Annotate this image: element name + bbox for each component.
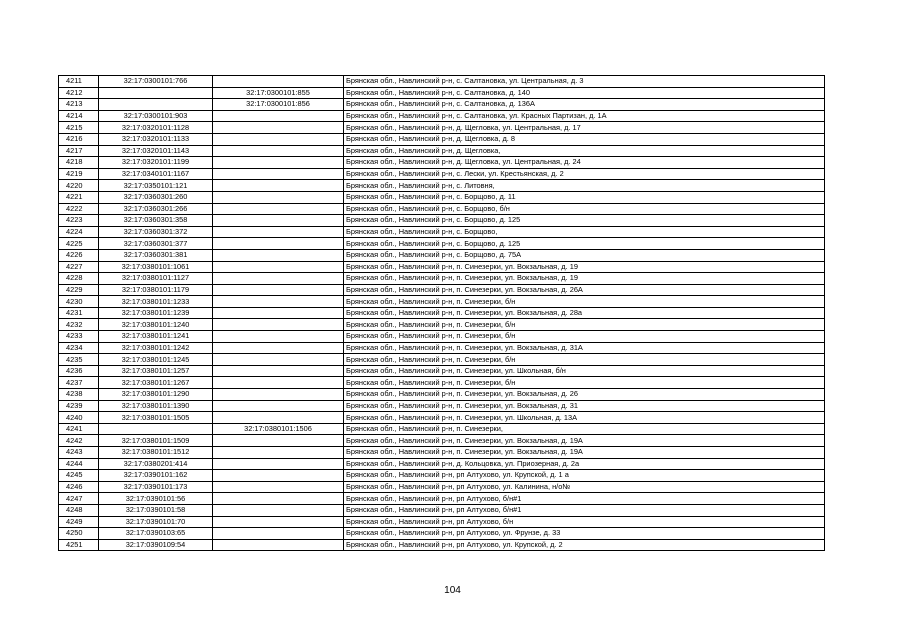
row-number-cell: 4218 — [59, 157, 99, 169]
table-row — [59, 145, 825, 157]
address-cell: Брянская обл., Навлинский р-н, с. Борщово, — [344, 226, 825, 238]
table-row — [59, 191, 825, 203]
table-row — [59, 273, 825, 285]
address-cell: Брянская обл., Навлинский р-н, с. Литовня, — [344, 180, 825, 192]
row-number-cell: 4223 — [59, 215, 99, 227]
table-row — [59, 215, 825, 227]
cadastral-number-alt-cell — [213, 365, 344, 377]
table-row — [59, 249, 825, 261]
row-number-cell: 4232 — [59, 319, 99, 331]
address-cell: Брянская обл., Навлинский р-н, рп Алтухово, ул. Крупской, д. 2 — [344, 539, 825, 551]
cadastral-number-alt-cell: 32:17:0300101:855 — [213, 87, 344, 99]
cadastral-number-alt-cell — [213, 122, 344, 134]
table-row — [59, 110, 825, 122]
cadastral-number-cell: 32:17:0360301:260 — [99, 191, 213, 203]
cadastral-number-cell: 32:17:0380101:1509 — [99, 435, 213, 447]
row-number-cell: 4224 — [59, 226, 99, 238]
table-row — [59, 157, 825, 169]
cadastral-number-alt-cell — [213, 528, 344, 540]
table-row — [59, 307, 825, 319]
row-number-cell: 4241 — [59, 423, 99, 435]
registry-table — [58, 75, 825, 551]
row-number-cell: 4239 — [59, 400, 99, 412]
row-number-cell: 4214 — [59, 110, 99, 122]
cadastral-number-alt-cell — [213, 238, 344, 250]
cadastral-number-alt-cell — [213, 377, 344, 389]
cadastral-number-alt-cell — [213, 191, 344, 203]
table-row — [59, 284, 825, 296]
row-number-cell: 4221 — [59, 191, 99, 203]
row-number-cell: 4234 — [59, 342, 99, 354]
cadastral-number-cell: 32:17:0380101:1242 — [99, 342, 213, 354]
cadastral-number-alt-cell — [213, 226, 344, 238]
table-row — [59, 389, 825, 401]
cadastral-number-alt-cell — [213, 389, 344, 401]
cadastral-number-cell: 32:17:0380101:1127 — [99, 273, 213, 285]
address-cell: Брянская обл., Навлинский р-н, п. Синезерки, ул. Школьная, б/н — [344, 365, 825, 377]
cadastral-number-alt-cell — [213, 284, 344, 296]
table-row — [59, 354, 825, 366]
cadastral-number-alt-cell — [213, 319, 344, 331]
cadastral-number-alt-cell — [213, 470, 344, 482]
cadastral-number-cell: 32:17:0380101:1233 — [99, 296, 213, 308]
cadastral-number-alt-cell — [213, 400, 344, 412]
table-row — [59, 447, 825, 459]
row-number-cell: 4238 — [59, 389, 99, 401]
cadastral-number-cell: 32:17:0350101:121 — [99, 180, 213, 192]
address-cell: Брянская обл., Навлинский р-н, рп Алтухово, б/н#1 — [344, 504, 825, 516]
cadastral-number-cell: 32:17:0380101:1239 — [99, 307, 213, 319]
cadastral-number-alt-cell — [213, 133, 344, 145]
cadastral-number-cell: 32:17:0380101:1257 — [99, 365, 213, 377]
row-number-cell: 4226 — [59, 249, 99, 261]
table-row — [59, 226, 825, 238]
cadastral-number-alt-cell — [213, 447, 344, 459]
table-row — [59, 87, 825, 99]
row-number-cell: 4213 — [59, 99, 99, 111]
cadastral-number-cell: 32:17:0390101:173 — [99, 481, 213, 493]
row-number-cell: 4225 — [59, 238, 99, 250]
page-number: 104 — [444, 585, 461, 596]
cadastral-number-cell — [99, 423, 213, 435]
table-row — [59, 458, 825, 470]
address-cell: Брянская обл., Навлинский р-н, п. Синезерки, б/н — [344, 354, 825, 366]
address-cell: Брянская обл., Навлинский р-н, п. Синезерки, ул. Вокзальная, д. 31А — [344, 342, 825, 354]
row-number-cell: 4250 — [59, 528, 99, 540]
address-cell: Брянская обл., Навлинский р-н, с. Борщово, д. 11 — [344, 191, 825, 203]
row-number-cell: 4236 — [59, 365, 99, 377]
cadastral-number-alt-cell — [213, 145, 344, 157]
cadastral-number-cell — [99, 87, 213, 99]
table-row — [59, 331, 825, 343]
table-row — [59, 516, 825, 528]
cadastral-number-cell: 32:17:0360301:372 — [99, 226, 213, 238]
table-row — [59, 412, 825, 424]
row-number-cell: 4242 — [59, 435, 99, 447]
cadastral-number-alt-cell — [213, 273, 344, 285]
cadastral-number-alt-cell — [213, 435, 344, 447]
table-row — [59, 377, 825, 389]
address-cell: Брянская обл., Навлинский р-н, с. Лески, ул. Крестьянская, д. 2 — [344, 168, 825, 180]
row-number-cell: 4244 — [59, 458, 99, 470]
cadastral-number-cell: 32:17:0380101:1179 — [99, 284, 213, 296]
cadastral-number-cell: 32:17:0360301:266 — [99, 203, 213, 215]
cadastral-number-cell: 32:17:0380101:1240 — [99, 319, 213, 331]
table-row — [59, 504, 825, 516]
cadastral-number-cell: 32:17:0390109:54 — [99, 539, 213, 551]
cadastral-number-cell: 32:17:0380101:1061 — [99, 261, 213, 273]
address-cell: Брянская обл., Навлинский р-н, д. Щегловка, ул. Центральная, д. 24 — [344, 157, 825, 169]
address-cell: Брянская обл., Навлинский р-н, д. Щегловка, ул. Центральная, д. 17 — [344, 122, 825, 134]
cadastral-number-alt-cell — [213, 203, 344, 215]
row-number-cell: 4212 — [59, 87, 99, 99]
row-number-cell: 4220 — [59, 180, 99, 192]
cadastral-number-alt-cell — [213, 504, 344, 516]
table-row — [59, 400, 825, 412]
row-number-cell: 4237 — [59, 377, 99, 389]
table-row — [59, 180, 825, 192]
address-cell: Брянская обл., Навлинский р-н, д. Щегловка, д. 8 — [344, 133, 825, 145]
table-row — [59, 342, 825, 354]
address-cell: Брянская обл., Навлинский р-н, с. Борщово, д. 125 — [344, 238, 825, 250]
row-number-cell: 4235 — [59, 354, 99, 366]
address-cell: Брянская обл., Навлинский р-н, с. Салтановка, д. 136А — [344, 99, 825, 111]
row-number-cell: 4245 — [59, 470, 99, 482]
table-row — [59, 423, 825, 435]
cadastral-number-alt-cell — [213, 168, 344, 180]
row-number-cell: 4247 — [59, 493, 99, 505]
address-cell: Брянская обл., Навлинский р-н, п. Синезерки, ул. Вокзальная, д. 19 — [344, 261, 825, 273]
table-row — [59, 133, 825, 145]
address-cell: Брянская обл., Навлинский р-н, п. Синезерки, б/н — [344, 331, 825, 343]
cadastral-number-cell: 32:17:0340101:1167 — [99, 168, 213, 180]
address-cell: Брянская обл., Навлинский р-н, д. Кольцовка, ул. Приозерная, д. 2а — [344, 458, 825, 470]
table-row — [59, 122, 825, 134]
address-cell: Брянская обл., Навлинский р-н, с. Борщово, б/н — [344, 203, 825, 215]
cadastral-number-alt-cell — [213, 296, 344, 308]
cadastral-number-cell: 32:17:0300101:766 — [99, 76, 213, 88]
cadastral-number-cell: 32:17:0380101:1290 — [99, 389, 213, 401]
cadastral-number-cell: 32:17:0380101:1505 — [99, 412, 213, 424]
row-number-cell: 4229 — [59, 284, 99, 296]
table-row — [59, 76, 825, 88]
table-row — [59, 528, 825, 540]
address-cell: Брянская обл., Навлинский р-н, п. Синезерки, б/н — [344, 319, 825, 331]
cadastral-number-alt-cell — [213, 180, 344, 192]
table-row — [59, 319, 825, 331]
cadastral-number-alt-cell — [213, 76, 344, 88]
address-cell: Брянская обл., Навлинский р-н, рп Алтухово, ул. Крупской, д. 1 а — [344, 470, 825, 482]
cadastral-number-alt-cell — [213, 516, 344, 528]
table-row — [59, 493, 825, 505]
address-cell: Брянская обл., Навлинский р-н, с. Борщово, д. 125 — [344, 215, 825, 227]
address-cell: Брянская обл., Навлинский р-н, с. Борщово, д. 75А — [344, 249, 825, 261]
cadastral-number-cell: 32:17:0360301:381 — [99, 249, 213, 261]
cadastral-number-alt-cell — [213, 307, 344, 319]
cadastral-number-cell: 32:17:0360301:377 — [99, 238, 213, 250]
cadastral-number-cell: 32:17:0320101:1143 — [99, 145, 213, 157]
cadastral-number-cell: 32:17:0320101:1128 — [99, 122, 213, 134]
table-row — [59, 168, 825, 180]
table-row — [59, 435, 825, 447]
cadastral-number-cell: 32:17:0320101:1133 — [99, 133, 213, 145]
cadastral-number-cell: 32:17:0390101:58 — [99, 504, 213, 516]
cadastral-number-cell: 32:17:0390101:56 — [99, 493, 213, 505]
cadastral-number-alt-cell — [213, 215, 344, 227]
row-number-cell: 4246 — [59, 481, 99, 493]
cadastral-number-alt-cell — [213, 331, 344, 343]
cadastral-number-cell: 32:17:0380101:1390 — [99, 400, 213, 412]
address-cell: Брянская обл., Навлинский р-н, п. Синезерки, ул. Вокзальная, д. 19А — [344, 435, 825, 447]
cadastral-number-alt-cell — [213, 481, 344, 493]
address-cell: Брянская обл., Навлинский р-н, рп Алтухово, б/н — [344, 516, 825, 528]
cadastral-number-alt-cell — [213, 157, 344, 169]
table-row — [59, 365, 825, 377]
cadastral-number-cell: 32:17:0380101:1267 — [99, 377, 213, 389]
table-row — [59, 470, 825, 482]
cadastral-number-cell: 32:17:0380101:1245 — [99, 354, 213, 366]
address-cell: Брянская обл., Навлинский р-н, рп Алтухово, ул. Фрунзе, д. 33 — [344, 528, 825, 540]
row-number-cell: 4249 — [59, 516, 99, 528]
address-cell: Брянская обл., Навлинский р-н, д. Щегловка, — [344, 145, 825, 157]
cadastral-number-alt-cell — [213, 458, 344, 470]
address-cell: Брянская обл., Навлинский р-н, п. Синезерки, б/н — [344, 296, 825, 308]
table-row — [59, 99, 825, 111]
table-row — [59, 296, 825, 308]
address-cell: Брянская обл., Навлинский р-н, рп Алтухово, б/н#1 — [344, 493, 825, 505]
row-number-cell: 4233 — [59, 331, 99, 343]
table-row — [59, 539, 825, 551]
address-cell: Брянская обл., Навлинский р-н, п. Синезерки, ул. Вокзальная, д. 26А — [344, 284, 825, 296]
address-cell: Брянская обл., Навлинский р-н, п. Синезерки, ул. Вокзальная, д. 28а — [344, 307, 825, 319]
address-cell: Брянская обл., Навлинский р-н, п. Синезерки, ул. Вокзальная, д. 19 — [344, 273, 825, 285]
row-number-cell: 4228 — [59, 273, 99, 285]
row-number-cell: 4222 — [59, 203, 99, 215]
row-number-cell: 4211 — [59, 76, 99, 88]
cadastral-number-cell: 32:17:0300101:903 — [99, 110, 213, 122]
cadastral-number-alt-cell — [213, 342, 344, 354]
cadastral-number-alt-cell — [213, 354, 344, 366]
cadastral-number-cell: 32:17:0380101:1512 — [99, 447, 213, 459]
cadastral-number-cell: 32:17:0360301:358 — [99, 215, 213, 227]
cadastral-number-cell: 32:17:0390103:65 — [99, 528, 213, 540]
address-cell: Брянская обл., Навлинский р-н, п. Синезерки, ул. Вокзальная, д. 19А — [344, 447, 825, 459]
cadastral-number-alt-cell: 32:17:0380101:1506 — [213, 423, 344, 435]
cadastral-number-cell: 32:17:0390101:162 — [99, 470, 213, 482]
cadastral-number-alt-cell: 32:17:0300101:856 — [213, 99, 344, 111]
address-cell: Брянская обл., Навлинский р-н, с. Салтановка, ул. Центральная, д. 3 — [344, 76, 825, 88]
cadastral-number-cell — [99, 99, 213, 111]
address-cell: Брянская обл., Навлинский р-н, п. Синезерки, ул. Вокзальная, д. 26 — [344, 389, 825, 401]
cadastral-number-alt-cell — [213, 110, 344, 122]
table-row — [59, 481, 825, 493]
row-number-cell: 4251 — [59, 539, 99, 551]
cadastral-number-alt-cell — [213, 539, 344, 551]
address-cell: Брянская обл., Навлинский р-н, с. Салтановка, ул. Красных Партизан, д. 1А — [344, 110, 825, 122]
cadastral-number-cell: 32:17:0380101:1241 — [99, 331, 213, 343]
table-row — [59, 203, 825, 215]
cadastral-number-alt-cell — [213, 412, 344, 424]
row-number-cell: 4215 — [59, 122, 99, 134]
address-cell: Брянская обл., Навлинский р-н, п. Синезерки, б/н — [344, 377, 825, 389]
cadastral-number-cell: 32:17:0390101:70 — [99, 516, 213, 528]
row-number-cell: 4248 — [59, 504, 99, 516]
row-number-cell: 4231 — [59, 307, 99, 319]
table-row — [59, 238, 825, 250]
table-row — [59, 261, 825, 273]
address-cell: Брянская обл., Навлинский р-н, с. Салтановка, д. 140 — [344, 87, 825, 99]
row-number-cell: 4240 — [59, 412, 99, 424]
address-cell: Брянская обл., Навлинский р-н, рп Алтухово, ул. Калинина, н/о№ — [344, 481, 825, 493]
row-number-cell: 4217 — [59, 145, 99, 157]
cadastral-number-alt-cell — [213, 261, 344, 273]
address-cell: Брянская обл., Навлинский р-н, п. Синезерки, ул. Школьная, д. 13А — [344, 412, 825, 424]
cadastral-number-alt-cell — [213, 493, 344, 505]
address-cell: Брянская обл., Навлинский р-н, п. Синезерки, ул. Вокзальная, д. 31 — [344, 400, 825, 412]
cadastral-number-cell: 32:17:0320101:1199 — [99, 157, 213, 169]
row-number-cell: 4216 — [59, 133, 99, 145]
cadastral-number-cell: 32:17:0380201:414 — [99, 458, 213, 470]
registry-table-body — [59, 76, 825, 551]
row-number-cell: 4227 — [59, 261, 99, 273]
cadastral-number-alt-cell — [213, 249, 344, 261]
row-number-cell: 4243 — [59, 447, 99, 459]
row-number-cell: 4219 — [59, 168, 99, 180]
row-number-cell: 4230 — [59, 296, 99, 308]
address-cell: Брянская обл., Навлинский р-н, п. Синезерки, — [344, 423, 825, 435]
